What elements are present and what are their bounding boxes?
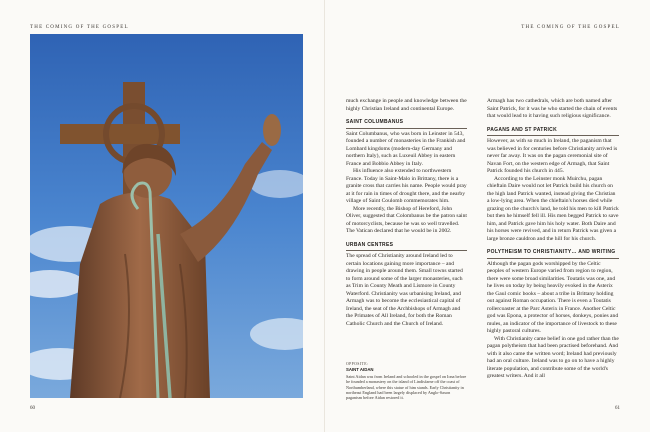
left-running-head: THE COMING OF THE GOSPEL [30, 25, 129, 30]
right-running-head: THE COMING OF THE GOSPEL [521, 25, 620, 30]
caption-body: Saint Aidan was from Ireland and schooled in the gospel on Iona before he founded a monastery on the island of Lindisfarne off the coast of Northumberland, where this statue of him stands. Early Christianity in northeast England had been largely displaced by Anglo-Saxon paganism before Aidan restored it. [346, 373, 467, 401]
paragraph: Saint Columbanus, who was born in Leinster in 543, founded a number of monasteries in the Frankish and Lombard kingdoms (modern-day Germany and northern Italy), such as Luxeuil Abbey in eastern France and Bobbio Abbey in Italy. [346, 130, 466, 167]
caption-label: OPPOSITE: [346, 362, 369, 366]
paragraph: Although the pagan gods worshipped by the Celtic peoples of western Europe varied from region to region, there were some broad similarities. Toutatis was one, and he lives on today by being heavily evoked in the Asterix the Gaul comic books – about a tribe in Brittany holding out against Roman occupation. There is even a Toutatis rollercoaster at the Parc Asterix in France. Another Celtic god was Epona, a protector of horses, donkeys, ponies and mules, an indicator of the importance of livestock to these highly pastoral cultures. [487, 260, 619, 334]
text-column-2 [487, 98, 619, 381]
text-column-1 [346, 98, 467, 328]
paragraph: His influence also extended to northwestern France. Today in Saint-Malo in Brittany, there is a granite cross that carries his name. People would pray at it for rain in times of drought there, and the nearby village of Saint Coulomb commemorates him. [346, 168, 467, 204]
paragraph: According to the Leinster monk Muirchu, pagan chieftain Daire would not let Patrick build his church on the high land Patrick wanted, instead giving the Christian a low-lying area. When the chieftain's horses died while grazing on the church's land, he told his men to kill Patrick but then he himself fell ill. His men begged Patrick to save him, and Patrick gave him his holy water. Both Daire and his horses were revived, and in return Patrick was given a large bronze cauldron and the hill for his church. [487, 175, 619, 242]
intro-paragraph: much exchange in people and knowledge between the highly Christian Ireland and continental Europe. [346, 98, 467, 112]
paragraph: However, as with so much in Ireland, the paganism that was believed in for centuries before Christianity arrived is never far away. It was on the pagan ceremonial site of Navan Fort, on the western edge of Armagh, that Saint Patrick founded his church in 445. [487, 138, 618, 174]
photo-caption [346, 362, 467, 401]
torch-flame [263, 114, 281, 146]
section-heading-pagans: PAGANS AND ST PATRICK [487, 127, 619, 137]
paragraph: More recently, the Bishop of Hereford, John Oliver, suggested that Colombanus be the patron saint of motorcyclists, because he was so well travelled. The Vatican declared that he would be in 2002. [346, 205, 467, 234]
section-heading-urban-centres: URBAN CENTRES [346, 242, 467, 252]
saint-aidan-photo [30, 34, 303, 398]
section-heading-polytheism: POLYTHEISM TO CHRISTIANITY… AND WRITING [487, 249, 619, 259]
section-heading-columbanus: SAINT COLUMBANUS [346, 119, 467, 129]
right-folio: 61 [615, 406, 620, 411]
paragraph: Armagh has two cathedrals, which are both named after Saint Patrick, for it was he who started the chain of events that would lead to it having such religious significance. [487, 98, 618, 119]
paragraph: The spread of Christianity around Ireland led to certain locations gaining more importance – and drawing in people around them. Small towns started to form around some of the larger monasteries, such as Trim in County Meath and Lismore in County Waterford. Christianity was urbanising Ireland, and Armagh was to become the ecclesiastical capital of Ireland, the seat of the Archbishops of Armagh and the Primates of All Ireland, for both the Roman Catholic Church and the Church of Ireland. [346, 253, 463, 327]
caption-title: SAINT AIDAN [346, 367, 374, 373]
left-folio: 60 [30, 406, 35, 411]
paragraph: With Christianity came belief in one god rather than the pagan polytheism that had been practised beforehand. And with it also came the written word; Ireland had previously had an oral culture. Ireland was to go on to have a highly literate population, and contribute some of the world's greatest writers. And it all [487, 335, 619, 379]
